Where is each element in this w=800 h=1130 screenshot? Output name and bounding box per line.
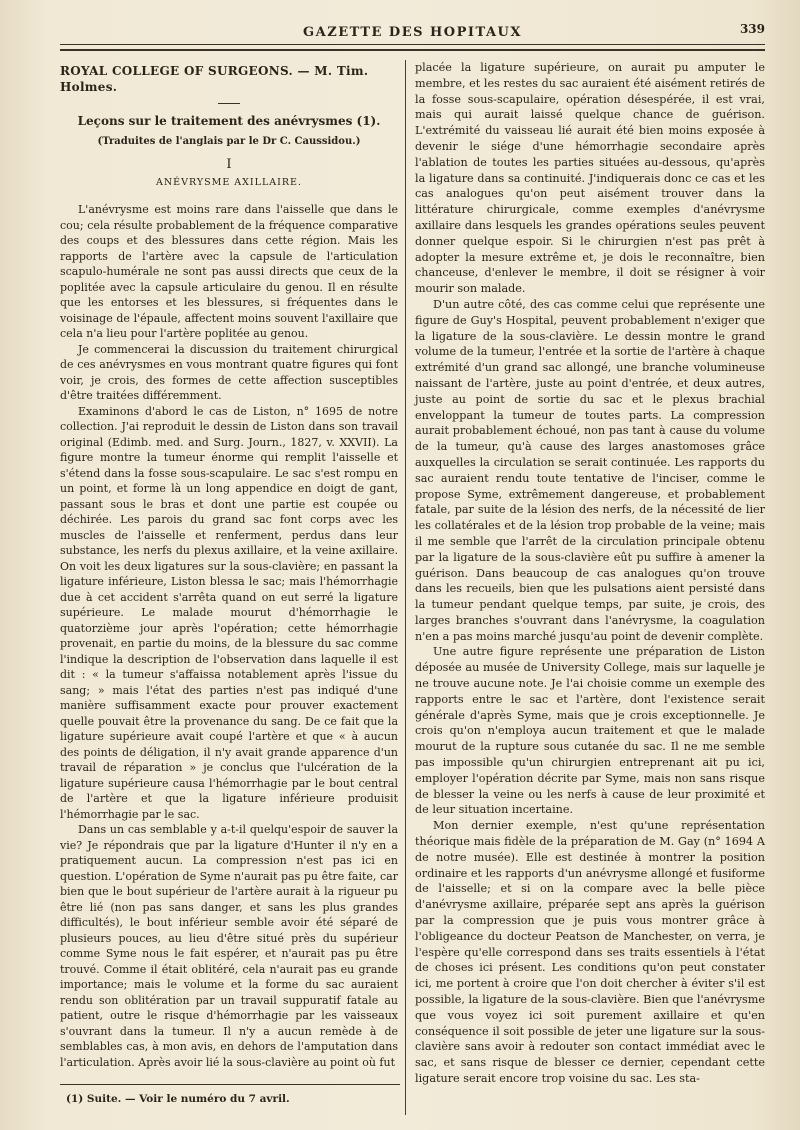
left-column bbox=[60, 58, 398, 1070]
header-rule bbox=[60, 44, 765, 45]
paragraph: Je commencerai la discussion du traitement chirurgical de ces anévrysmes en vous montrant quatre figures qui font voir, je crois, des formes de cette affection susceptibles d'être traitées différemment. bbox=[60, 342, 398, 402]
footnote: (1) Suite. — Voir le numéro du 7 avril. bbox=[66, 1093, 290, 1105]
title-separator bbox=[218, 103, 240, 104]
footnote-rule bbox=[60, 1084, 400, 1085]
header-rule-thick bbox=[60, 49, 765, 51]
part-number: I bbox=[226, 157, 232, 172]
translator-credit: (Traduites de l'anglais par le Dr C. Caussidou.) bbox=[97, 135, 361, 147]
paragraph: L'anévrysme est moins rare dans l'aisselle que dans le cou; cela résulte probablement de la fréquence comparative des coups et des blessures dans cette région. Mais les rapports de l'artère avec la capsule de l'articulation scapulo-humérale ne sont pas aussi directs que ceux de la poplitée avec la capsule articulaire du genou. Il en résulte que les entorses et les blessures, si fréquentes dans le voisinage de l'épaule, affectent moins souvent l'axillaire que cela n'a lieu pour l'artère poplitée au genou. bbox=[60, 203, 398, 340]
section-title: ROYAL COLLEGE OF SURGEONS. — M. Tim. Holmes. bbox=[60, 64, 369, 94]
paragraph: Mon dernier exemple, n'est qu'une représentation théorique mais fidèle de la préparation de M. Gay (n° 1694 A de notre musée). Elle est destinée à montrer la position ordinaire et les rapports d'un anévrysme allongé et fusiforme de l'aisselle; et si on la compare avec la belle pièce d'anévrysme axillaire, préparée sept ans après la guérison par la compression que je puis vous montrer grâce à l'obligeance du docteur Peatson de Manchester, on verra, je l'espère qu'elle correspond dans ses traits essentiels à l'état de choses ici présent. Les conditions qu'on peut constater ici, me portent à croire que l'on doit chercher à éviter s'il est possible, la ligature de la sous-clavière. Bien que l'anévrysme que vous voyez ici soit purement axillaire et qu'en conséquence il soit possible de jeter une ligature sur la sous-clavière sans avoir à redouter son contact immédiat avec le sac, et sans risque de blesser ce dernier, cependant cette ligature serait encore trop voisine du sac. Les sta- bbox=[415, 819, 765, 1085]
page-header bbox=[60, 22, 765, 44]
lecture-title: Leçons sur le traitement des anévrysmes (1). bbox=[77, 114, 381, 128]
paragraph: D'un autre côté, des cas comme celui que représente une figure de Guy's Hospital, peuvent probablement n'exiger que la ligature de la sous-clavière. Le dessin montre le grand volume de la tumeur, l'entrée et la sortie de l'artère à chaque extrémité d'un grand sac allongé, une branche volumineuse naissant de l'artère, juste au point d'entrée, et deux autres, juste au point de sortie du sac et le plexus brachial enveloppant la tumeur de toutes parts. La compression aurait probablement échoué, non pas tant à cause du volume de la tumeur, qu'à cause des larges anastomoses grâce auxquelles la circulation se serait continuée. Les rapports du sac auraient rendu toute tentative de l'inciser, comme le propose Syme, extrêmement dangereuse, et probablement fatale, par suite de la lésion des nerfs, de la nécessité de lier les collatérales et de la lésion trop probable de la veine; mais il me semble que l'arrêt de la circulation principale obtenu par la ligature de la sous-clavière eût pu suffire à amener la guérison. Dans beaucoup de cas analogues qu'on trouve dans les recueils, bien que les pulsations aient persisté dans la tumeur pendant quelque temps, par suite, je crois, des larges branches s'ouvrant dans l'anévrysme, la coagulation n'en a pas moins marché jusqu'au point de devenir complète. bbox=[415, 297, 765, 643]
paragraph: Dans un cas semblable y a-t-il quelqu'espoir de sauver la vie? Je répondrais que par la ligature d'Hunter il n'y en a pratiquement aucun. La compression n'est pas ici en question. L'opération de Syme n'aurait pas pu être faite, car bien que le bout supérieur de l'artère aurait à la rigueur pu être lié (non pas sans danger, et sans les plus grandes difficultés), le bout inférieur semble avoir été séparé de plusieurs pouces, au lieu d'être situé près du supérieur comme Syme nous le fait espérer, et n'aurait pas pu être trouvé. Comme il était oblitéré, cela n'aurait pas eu grande importance; mais le volume et la forme du sac auraient rendu son oblitération par un travail suppuratif fatale au patient, outre le risque d'hémorrhagie par les vaisseaux s'ouvrant dans la tumeur. Il n'y a aucun remède à de semblables cas, à mon avis, en dehors de l'amputation dans l'articulation. Après avoir lié la sous-clavière au point où fut bbox=[60, 823, 398, 1069]
paragraph: Une autre figure représente une préparation de Liston déposée au musée de University College, mais sur laquelle je ne trouve aucune note. Je l'ai choisie comme un exemple des rapports entre le sac et l'artère, dont l'existence serait générale d'après Syme, mais que je crois exceptionnelle. Je crois qu'on n'employa aucun traitement et que le malade mourut de la rupture sous cutanée du sac. Il ne me semble pas impossible qu'un chirurgien entreprenant ait pu ici, employer l'opération décrite par Syme, mais non sans risque de blesser la veine ou les nerfs à cause de leur proximité et de leur situation incertaine. bbox=[415, 645, 765, 817]
paragraph: Examinons d'abord le cas de Liston, n° 1695 de notre collection. J'ai reproduit le dessin de Liston dans son travail original (Edimb. med. and Surg. Journ., 1827, v. XXVII). La figure montre la tumeur énorme qui remplit l'aisselle et s'étend dans la fosse sous-scapulaire. Le sac s'est rompu en un point, et forme là un long appendice en doigt de gant, passant sous le bras et dont une partie est coupée ou déchirée. Les parois du grand sac font corps avec les muscles de l'aisselle et renferment, perdus dans leur substance, les nerfs du plexus axillaire, et la veine axillaire. On voit les deux ligatures sur la sous-clavière; en passant la ligature inférieure, Liston blessa le sac; mais l'hémorrhagie due à cet accident s'arrêta quand on eut serré la ligature supérieure. Le malade mourut d'hémorrhagie le quatorzième jour après l'opération; cette hémorrhagie provenait, en partie du moins, de la blessure du sac comme l'indique la description de l'observation dans laquelle il est dit : « la tumeur s'affaissa notablement après l'issue du sang; » mais l'état des parties n'est pas indiqué d'une manière suffisamment exacte pour prouver exactement quelle pouvait être la provenance du sang. De ce fait que la ligature supérieure avait coupé l'artère et que « à aucun des points de déligation, il n'y avait grande apparence d'un travail de réparation » je conclus que l'ulcération de la ligature supérieure causa l'hémorrhagie par le bout central de l'artère et que la ligature inférieure produisit l'hémorrhagie par le sac. bbox=[60, 404, 398, 821]
page-number: 339 bbox=[739, 22, 765, 36]
right-column bbox=[415, 60, 765, 1087]
paragraph: placée la ligature supérieure, on aurait pu amputer le membre, et les restes du sac auraient été aisément retirés de la fosse sous-scapulaire, opération désespérée, il est vrai, mais qui aurait laissé quelque chance de guérison. L'extrémité du vaisseau lié aurait été bien moins exposée à devenir le siége d'une hémorrhagie secondaire après l'ablation de toutes les parties situées au-dessous, qu'après la ligature dans sa continuité. J'indiquerais donc ce cas et les cas analogues qu'on peut aisément trouver dans la littérature chirurgicale, comme exemples d'anévrysme axillaire dans lesquels les grandes opérations seules peuvent donner quelque espoir. Si le chirurgien n'est pas prêt à adopter la mesure extrême et, je dois le reconnaître, bien chanceuse, d'enlever le membre, il doit se résigner à voir mourir son malade. bbox=[415, 61, 765, 296]
running-title: GAZETTE DES HOPITAUX bbox=[303, 25, 522, 40]
column-divider bbox=[405, 60, 406, 1115]
subheading: ANÉVRYSME AXILLAIRE. bbox=[155, 176, 302, 188]
